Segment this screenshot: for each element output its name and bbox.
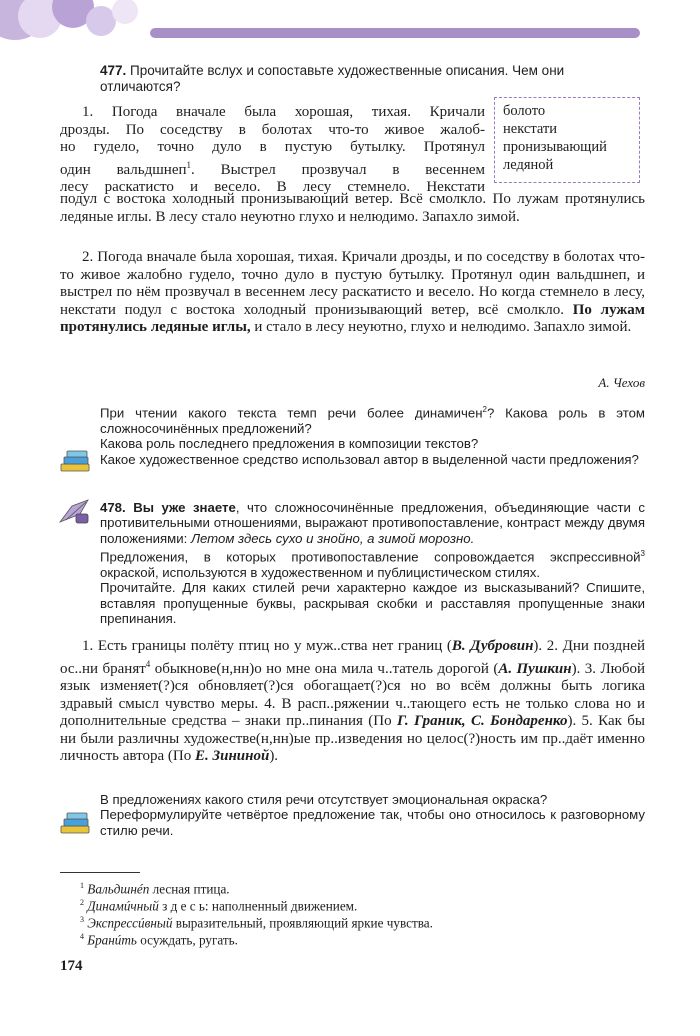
footnote-mark: 1 bbox=[186, 159, 192, 170]
questions-477 bbox=[100, 402, 645, 467]
books-icon bbox=[58, 450, 92, 479]
task-paragraph: Прочитайте. Для каких стилей речи характерно каждое из высказываний? Спишите, вставляя пропущенные буквы, раскрывая скобки и расставляя пропущенные знаки препинания. bbox=[100, 580, 645, 627]
exercise-478-sentences bbox=[60, 638, 645, 766]
footnote-term: Динамúчный bbox=[87, 898, 159, 914]
footnote-term: Вальдшнéп bbox=[87, 881, 150, 897]
instruction-text: Прочитайте вслух и сопоставьте художественные описания. Чем они отличаются? bbox=[100, 63, 565, 94]
exercise-number: 477. bbox=[100, 63, 127, 78]
question: Какова роль последнего предложения в композиции текстов? bbox=[100, 436, 479, 452]
theory-text: окраской, используются в художественном и публицистическом стилях. bbox=[100, 565, 541, 581]
footnote-mark: 3 bbox=[640, 549, 645, 559]
question-text: ? Какова роль в этом сложносочинённых предложений? bbox=[100, 405, 645, 436]
text-fragment: один вальдшнеп bbox=[60, 161, 187, 178]
text-1-rest: подул с востока холодный пронизывающий ветер. Всё смолкло. По лужам протянулись ледяные иглы. В лесу стало неуютно глухо и нелюдимо. Запахло зимой. bbox=[60, 191, 645, 225]
footnote-term: Экспрессúвный bbox=[87, 915, 173, 931]
sentence-author: Г. Граник, С. Бондаренко bbox=[396, 713, 568, 729]
footnote-term: Бранúть bbox=[87, 932, 137, 948]
bold-intro: Вы уже знаете bbox=[133, 500, 236, 515]
vocabulary-box bbox=[494, 97, 640, 183]
theory-text: Предложения, в которых противопоставление сопровождается экспрессивной bbox=[100, 549, 641, 565]
question-text: При чтении какого текста темп речи более динамичен bbox=[100, 405, 483, 421]
sentence-text: 1. Есть границы полёту птиц но у муж..ства нет границ ( bbox=[82, 638, 452, 654]
footnote-definition: осуждать, ругать. bbox=[136, 932, 238, 948]
vocab-word: пронизывающий bbox=[503, 139, 607, 155]
exercise-number: 478. bbox=[100, 500, 126, 515]
footnote bbox=[80, 878, 230, 896]
exercise-478-theory bbox=[100, 500, 645, 627]
text-2 bbox=[60, 249, 645, 337]
footnote-definition: лесная птица. bbox=[149, 881, 230, 897]
text-line: но гудело, точно дуло в пустую бутылку. Протянул bbox=[60, 139, 485, 155]
vocab-word: ледяной bbox=[503, 157, 554, 173]
page-number: 174 bbox=[60, 958, 83, 974]
questions-478 bbox=[100, 792, 645, 838]
quill-icon bbox=[58, 498, 92, 531]
question bbox=[100, 402, 645, 436]
text-line bbox=[60, 157, 485, 180]
footnote-mark: 3 bbox=[80, 915, 84, 924]
highlighted-fragment: По лужам протянулись ледяные иглы, bbox=[60, 301, 645, 335]
footnote-mark: 4 bbox=[145, 658, 151, 669]
vocab-word: некстати bbox=[503, 121, 557, 137]
footnote-mark: 1 bbox=[80, 881, 84, 890]
question: Переформулируйте четвёртое предложение так, чтобы оно относилось к разговорному стилю речи. bbox=[100, 807, 645, 838]
decor-circle bbox=[112, 0, 138, 24]
footnote-definition: выразительный, проявляющий яркие чувства. bbox=[172, 915, 433, 931]
example-sentence: Летом здесь сухо и знойно, а зимой морозно. bbox=[190, 530, 475, 546]
theory-paragraph bbox=[100, 546, 645, 580]
sentence-text: ). 2. Дни поздней ос..ни бранят bbox=[60, 638, 645, 677]
sentence-author: Е. Зининой bbox=[194, 748, 270, 764]
sentence-author: А. Пушкин bbox=[498, 660, 572, 677]
theory-text: , что сложносочинённые предложения, объединяющие части с противительными отношениями, выражают противопоставление, контраст между двумя положениями: bbox=[100, 500, 646, 546]
footnote-mark: 2 bbox=[482, 405, 487, 414]
sentence-text: ). 3. Любой язык изменяет(?)ся обновляет(?)ся обогащает(?)ся но во всём должны быть логика здравый смысл чувство меры. 4. В расп..ряжении ч..тающего есть не только слова но и дополнительные средства – знаки пр..пинания (По bbox=[60, 660, 645, 729]
sentence-author: В. Дубровин bbox=[451, 638, 534, 654]
footnote bbox=[80, 895, 357, 913]
footnote bbox=[80, 929, 238, 947]
vocab-word: болото bbox=[503, 103, 546, 119]
text-1 bbox=[60, 104, 485, 197]
text-line: дрозды. По соседству в болотах что-то живое жалоб- bbox=[60, 121, 485, 138]
header-stripe bbox=[150, 28, 640, 38]
text-fragment: 2. Погода вначале была хорошая, тихая. Кричали дрозды, и по соседству в болотах что-то живое жалобно гудело, точно дуло в пустую бутылку. Протянул один вальдшнеп, и выстрел по нём прозвучал в весеннем лесу раскатисто и весело. Но когда стемнело в лесу, некстати подул с востока холодный пронизывающий ветер, всё смолкло. bbox=[60, 249, 645, 318]
footnote-definition: з д е с ь: наполненный движением. bbox=[158, 898, 358, 914]
books-icon bbox=[58, 812, 92, 841]
footnote-mark: 4 bbox=[80, 932, 84, 941]
footnote-divider bbox=[60, 872, 140, 873]
sentence-text: обыкнове(н,нн)о но мне она мила ч..татель дорогой ( bbox=[150, 660, 499, 677]
sentence-text: ). 5. Как бы ни были различны художестве(н,нн)ые пр..изведения но целос(?)ность им пр..даёт именно личность автора (По bbox=[60, 713, 645, 764]
theory-paragraph bbox=[100, 500, 645, 546]
author-signature: А. Чехов bbox=[598, 375, 645, 390]
footnote-mark: 2 bbox=[80, 898, 84, 907]
footnote bbox=[80, 912, 433, 930]
header-decoration bbox=[0, 0, 700, 46]
text-fragment: и стало в лесу неуютно, глухо и нелюдимо. Запахло зимой. bbox=[254, 319, 632, 335]
question: В предложениях какого стиля речи отсутствует эмоциональная окраска? bbox=[100, 792, 548, 807]
exercise-477-instruction bbox=[100, 63, 645, 95]
question: Какое художественное средство использовал автор в выделенной части предложения? bbox=[100, 451, 639, 467]
text-fragment: . Выстрел прозвучал в весеннем bbox=[191, 161, 485, 178]
text-line: 1. Погода вначале была хорошая, тихая. Кричали bbox=[82, 104, 485, 120]
text-line: лесу раскатисто и весело. В лесу стемнело. Некстати bbox=[60, 179, 485, 195]
sentence-text: ). bbox=[269, 748, 279, 764]
